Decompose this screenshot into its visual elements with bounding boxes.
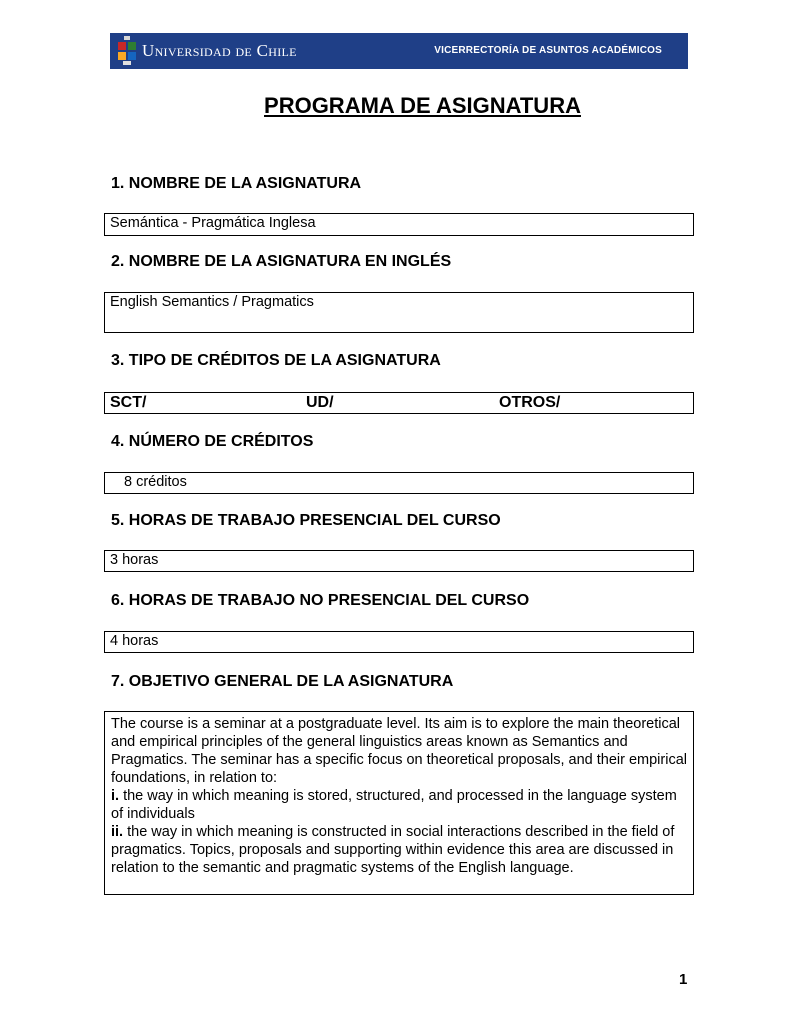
page-title: PROGRAMA DE ASIGNATURA — [264, 93, 581, 118]
objective-item-2-text: the way in which meaning is constructed in social interactions described in the field of pragmatics. Topics, proposals and supporting within evidence this area are discussed in relation to the semantic and pragmatic systems of the English language. — [111, 824, 675, 876]
section-2-box — [104, 292, 694, 333]
section-4-box — [104, 472, 694, 494]
objective-text — [111, 715, 687, 877]
objective-item-1-label: i. — [111, 788, 120, 804]
credit-sct: SCT/ — [110, 394, 147, 411]
section-6-title: 6. HORAS DE TRABAJO NO PRESENCIAL DEL CURSO — [111, 592, 530, 609]
page-number: 1 — [679, 971, 688, 988]
university-crest-icon — [116, 36, 138, 66]
credit-ud: UD/ — [306, 394, 334, 411]
vicerrectoria-name: VICERRECTORÍA DE ASUNTOS ACADÉMICOS — [434, 45, 662, 56]
section-2-value: English Semantics / Pragmatics — [110, 294, 314, 310]
section-1-value: Semántica - Pragmática Inglesa — [110, 215, 316, 231]
section-5-box — [104, 550, 694, 572]
section-4-title: 4. NÚMERO DE CRÉDITOS — [111, 433, 314, 450]
section-7-box — [104, 711, 694, 895]
section-3-title: 3. TIPO DE CRÉDITOS DE LA ASIGNATURA — [111, 352, 441, 369]
section-5-value: 3 horas — [110, 552, 159, 568]
header-banner — [110, 33, 688, 69]
objective-item-2-label: ii. — [111, 824, 124, 840]
section-6-value: 4 horas — [110, 633, 159, 649]
section-3-box — [104, 392, 694, 414]
university-name: Universidad de Chile — [142, 41, 297, 60]
section-5-title: 5. HORAS DE TRABAJO PRESENCIAL DEL CURSO — [111, 512, 501, 529]
credit-otros: OTROS/ — [499, 394, 561, 411]
section-1-title: 1. NOMBRE DE LA ASIGNATURA — [111, 175, 362, 192]
objective-intro: The course is a seminar at a postgraduate level. Its aim is to explore the main theoretical and empirical principles of the general linguistics areas known as Semantics and Pragmatics. The seminar has a specific focus on theoretical proposals, and their empirical foundations, in relation to: — [111, 716, 687, 786]
credit-type-row — [110, 394, 688, 412]
section-7-title: 7. OBJETIVO GENERAL DE LA ASIGNATURA — [111, 673, 454, 690]
section-6-box — [104, 631, 694, 653]
section-4-value: 8 créditos — [124, 474, 187, 490]
section-1-box — [104, 213, 694, 236]
section-2-title: 2. NOMBRE DE LA ASIGNATURA EN INGLÉS — [111, 253, 452, 270]
objective-item-1-text: the way in which meaning is stored, structured, and processed in the language system of individuals — [111, 788, 677, 822]
